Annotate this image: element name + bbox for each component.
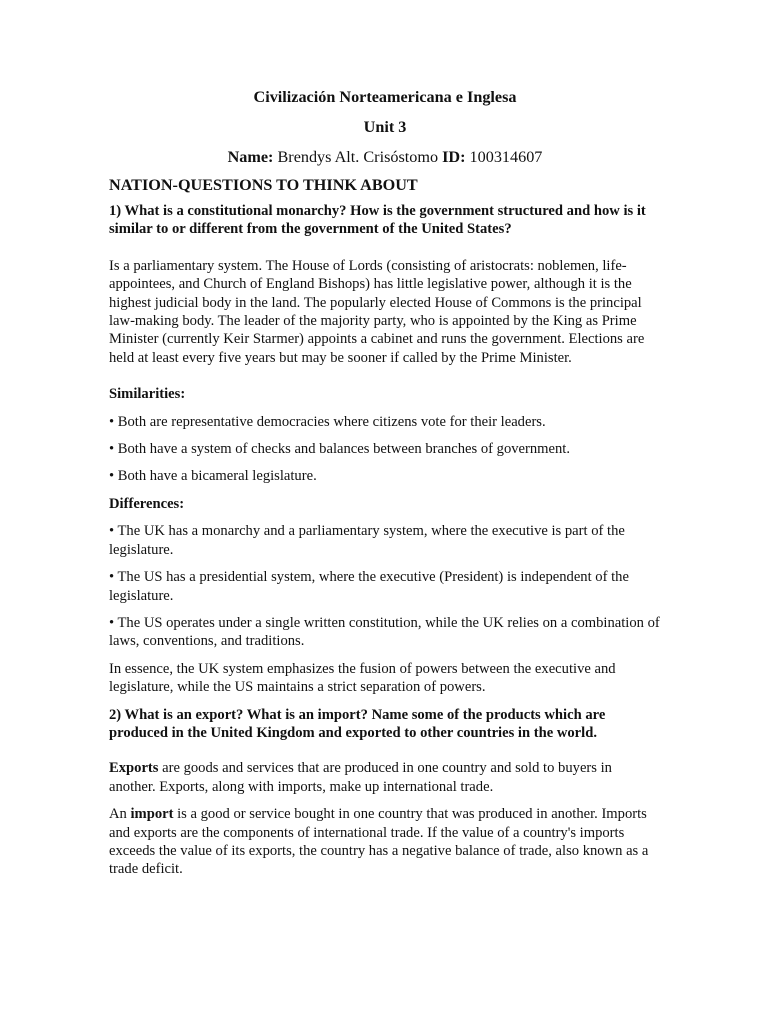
similarity-item: • Both have a bicameral legislature. <box>109 468 317 485</box>
difference-item: • The UK has a monarchy and a parliamentary system, where the executive is part of the legislature. <box>109 523 625 558</box>
import-text: is a good or service bought in one country that was produced in another. Imports and exports are the components of international trade. If the value of a country's imports exceeds the value of its exports, the country has a negative balance of trade, also known as a trade deficit. <box>109 806 649 878</box>
differences-heading: Differences: <box>109 495 185 512</box>
answer-1-paragraph: Is a parliamentary system. The House of Lords (consisting of aristocrats: noblemen, life-appointees, and Church of England Bishops) has little legislative power, although it is the highest judicial body in the land. The popularly elected House of Commons is the principal law-making body. The leader of the majority party, who is appointed by the King as Prime Minister (currently Keir Starmer) appoints a cabinet and runs the government. Elections are held at least every five years but may be sooner if called by the Prime Minister. <box>109 257 645 366</box>
exports-term: Exports <box>109 760 159 777</box>
import-paragraph <box>109 805 661 879</box>
question-2: 2) What is an export? What is an import? Name some of the products which are produced in the United Kingdom and exported to other countries in the world. <box>109 706 606 741</box>
import-prefix: An <box>109 806 131 823</box>
student-info <box>109 146 661 168</box>
similarity-item: • Both have a system of checks and balances between branches of government. <box>109 441 571 458</box>
student-name: Brendys Alt. Crisóstomo <box>277 148 439 166</box>
similarity-item: • Both are representative democracies where citizens vote for their leaders. <box>109 413 546 430</box>
exports-text: are goods and services that are produced in one country and sold to buyers in another. Exports, along with imports, make up international trade. <box>109 760 612 795</box>
difference-item: • The US has a presidential system, where the executive (President) is independent of the legislature. <box>109 569 629 604</box>
question-1: 1) What is a constitutional monarchy? How is the government structured and how is it similar to or different from the government of the United States? <box>109 203 646 238</box>
exports-paragraph <box>109 759 661 796</box>
difference-item: • The US operates under a single written constitution, while the UK relies on a combination of laws, conventions, and traditions. <box>109 614 660 650</box>
unit-title: Unit 3 <box>363 118 407 136</box>
id-label: ID: <box>442 148 466 166</box>
name-label: Name: <box>227 148 274 166</box>
student-id: 100314607 <box>469 148 543 166</box>
section-heading: NATION-QUESTIONS TO THINK ABOUT <box>109 176 418 194</box>
import-term: import <box>130 806 174 823</box>
conclusion-paragraph: In essence, the UK system emphasizes the fusion of powers between the executive and legislature, while the US maintains a strict separation of powers. <box>109 660 616 696</box>
document-page <box>109 86 661 879</box>
course-title: Civilización Norteamericana e Inglesa <box>253 88 517 106</box>
similarities-heading: Similarities: <box>109 386 186 403</box>
